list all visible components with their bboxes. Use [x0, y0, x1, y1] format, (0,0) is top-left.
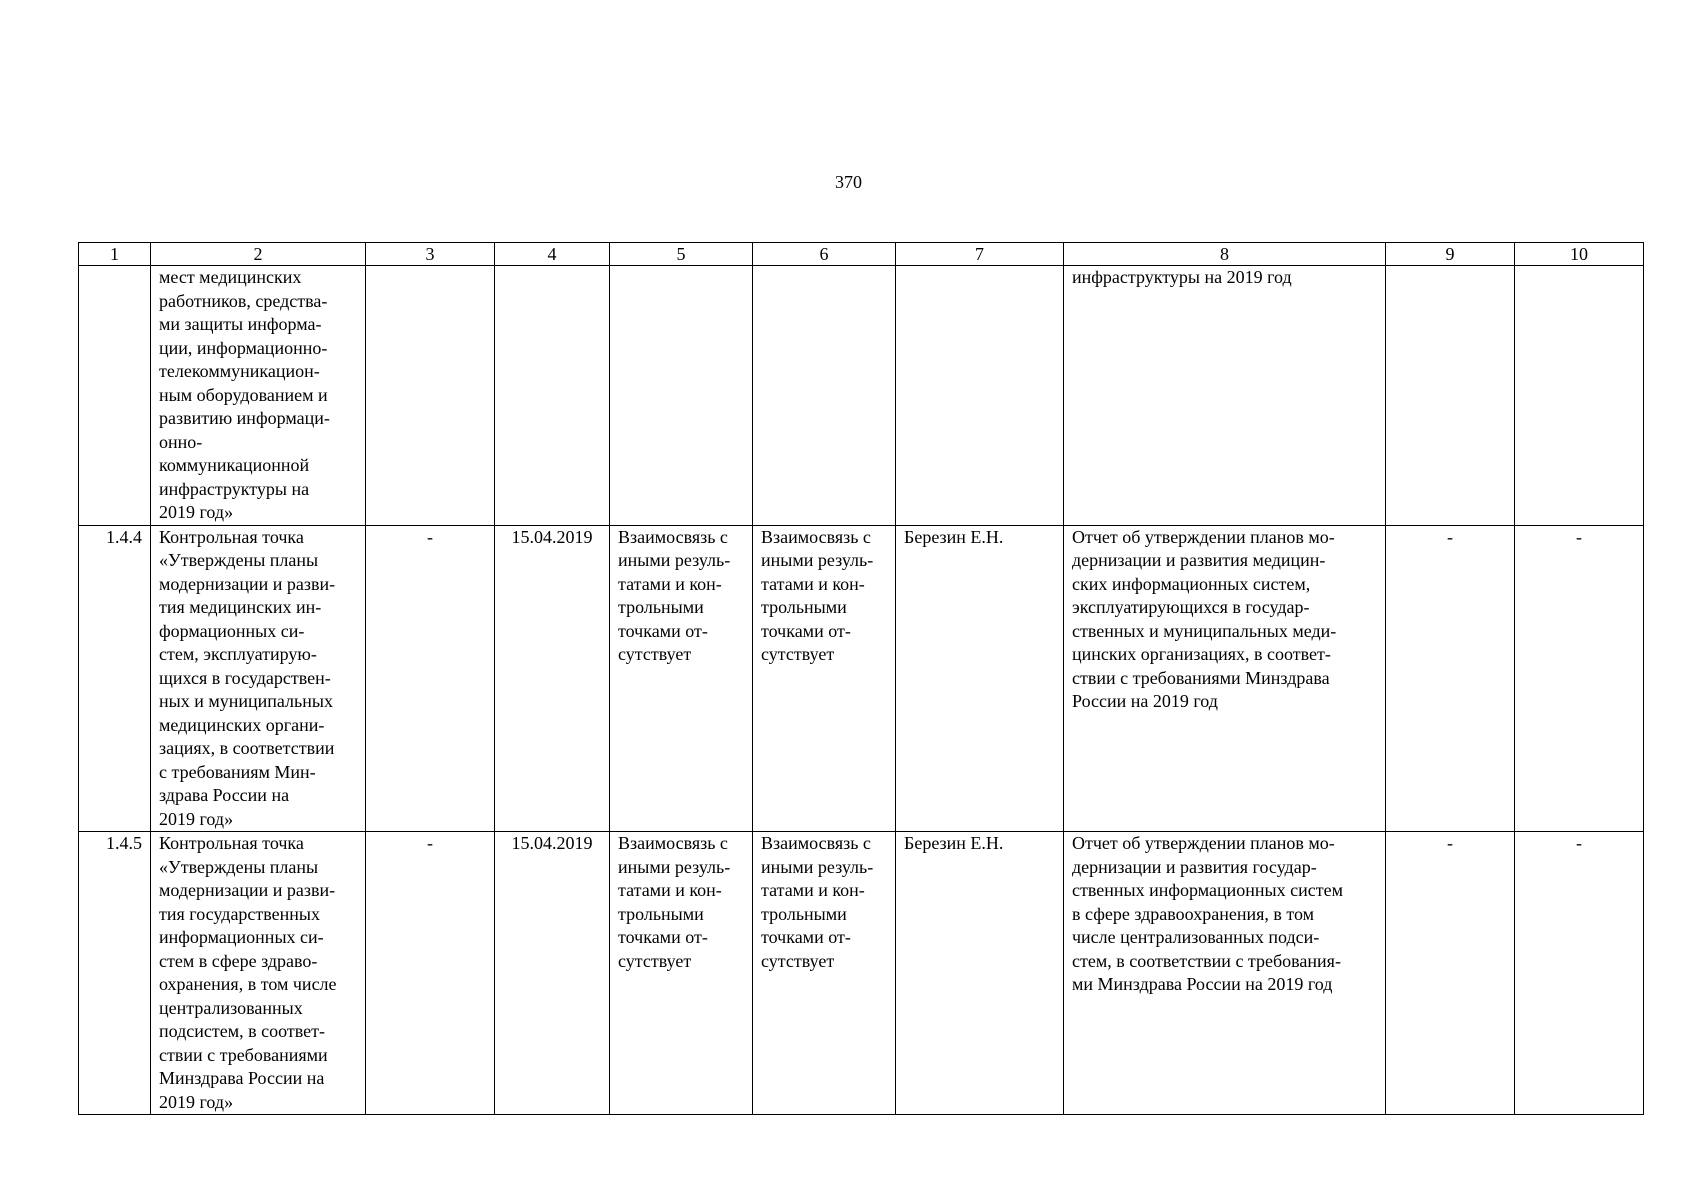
column-header: 1	[79, 243, 151, 266]
table-row	[79, 832, 1644, 1115]
col3-cell	[366, 266, 495, 526]
col3-cell: -	[366, 832, 495, 1115]
result-cell	[1064, 832, 1386, 1115]
name-cell	[151, 266, 366, 526]
col9-cell	[1386, 266, 1515, 526]
column-header: 9	[1386, 243, 1515, 266]
col10-cell: -	[1515, 525, 1644, 832]
column-header: 8	[1064, 243, 1386, 266]
date-cell: 15.04.2019	[495, 832, 610, 1115]
date-cell	[495, 266, 610, 526]
col6-cell	[753, 525, 896, 832]
row-number-cell: 1.4.4	[79, 525, 151, 832]
column-header: 5	[610, 243, 753, 266]
name-text: Контрольная точка «Утверждены планы модернизации и разви- тия государственных информационных си- стем в сфере здраво- охранения, в том числе централизованных подсистем, в соответ- ствии с требованиями Минздрава России на 2019 год»	[159, 833, 337, 1112]
col5-cell	[610, 525, 753, 832]
responsible-cell: Березин Е.Н.	[896, 832, 1064, 1115]
column-header: 7	[896, 243, 1064, 266]
col6-cell	[753, 266, 896, 526]
responsible-cell	[896, 266, 1064, 526]
column-header: 2	[151, 243, 366, 266]
date-cell: 15.04.2019	[495, 525, 610, 832]
column-header: 6	[753, 243, 896, 266]
col10-cell: -	[1515, 832, 1644, 1115]
col6-cell	[753, 832, 896, 1115]
col5-text: Взаимосвязь с иными резуль- татами и кон- трольными точками от- сутствует	[618, 526, 731, 664]
col6-text: Взаимосвязь с иными резуль- татами и кон- трольными точками от- сутствует	[761, 526, 874, 664]
name-text: Контрольная точка «Утверждены планы модернизации и разви- тия медицинских ин- формационных си- стем, эксплуатирую- щихся в государствен- ных и муниципальных медицинских органи- зациях, в соответствии с требованиям Мин- здрава России на 2019 год»	[159, 526, 336, 829]
page-number: 370	[835, 172, 862, 192]
column-header: 10	[1515, 243, 1644, 266]
col6-text: Взаимосвязь с иными резуль- татами и кон- трольными точками от- сутствует	[761, 833, 874, 971]
column-header: 3	[366, 243, 495, 266]
col9-cell: -	[1386, 832, 1515, 1115]
col5-cell	[610, 832, 753, 1115]
name-text: мест медицинских работников, средства- ми защиты информа- ции, информационно- телекоммуникацион- ным оборудованием и развитию информаци- онно- коммуникационной инфраструктуры на 2019 год»	[159, 267, 330, 522]
table-row	[79, 266, 1644, 526]
column-header: 4	[495, 243, 610, 266]
plan-table	[78, 242, 1644, 1115]
result-text: инфраструктуры на 2019 год	[1072, 267, 1292, 287]
col10-cell	[1515, 266, 1644, 526]
col3-cell: -	[366, 525, 495, 832]
table-row	[79, 525, 1644, 832]
row-number-cell	[79, 266, 151, 526]
col9-cell: -	[1386, 525, 1515, 832]
result-cell	[1064, 525, 1386, 832]
row-number-cell: 1.4.5	[79, 832, 151, 1115]
name-cell	[151, 832, 366, 1115]
responsible-cell: Березин Е.Н.	[896, 525, 1064, 832]
result-cell	[1064, 266, 1386, 526]
col5-text: Взаимосвязь с иными резуль- татами и кон- трольными точками от- сутствует	[618, 833, 731, 971]
header-row	[79, 243, 1644, 266]
result-text: Отчет об утверждении планов мо- дернизации и развития государ- ственных информационных систем в сфере здравоохранения, в том числе централизованных подси- стем, в соответствии с требования- ми Минздрава России на 2019 год	[1072, 833, 1343, 994]
result-text: Отчет об утверждении планов мо- дернизации и развития медицин- ских информационных систем, эксплуатирующихся в государ- ственных и муниципальных меди- цинских организациях, в соответ- ствии с требованиями Минздрава России на 2019 год	[1072, 526, 1337, 711]
col5-cell	[610, 266, 753, 526]
name-cell	[151, 525, 366, 832]
